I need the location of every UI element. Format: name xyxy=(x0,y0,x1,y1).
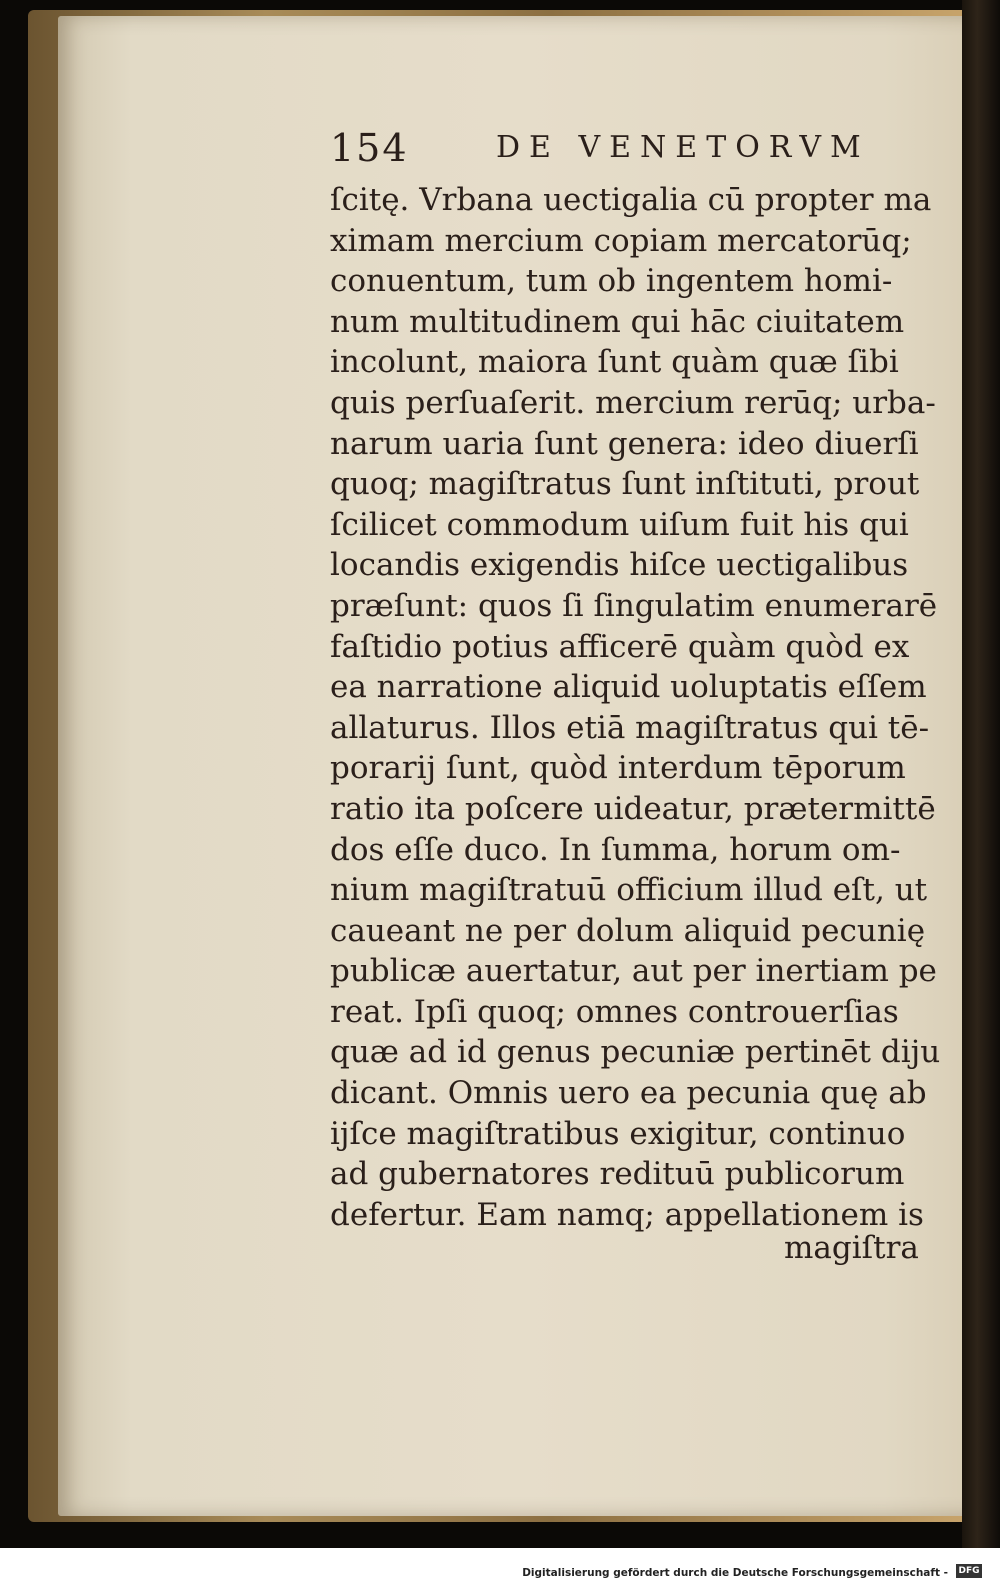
text-line: ijſce magiſtratibus exigitur, continuo xyxy=(330,1115,906,1152)
text-line: ximam mercium copiam mercatorūq; xyxy=(330,222,912,259)
text-line: reat. Ipſi quoq; omnes controuerſias xyxy=(330,993,899,1030)
text-line: porarij ſunt, quòd interdum tēporum xyxy=(330,750,906,787)
text-line: conuentum, tum ob ingentem homi- xyxy=(330,263,893,300)
text-line: allaturus. Illos etiā magiſtratus qui tē- xyxy=(330,709,930,746)
text-line: caueant ne per dolum aliquid pecunię xyxy=(330,912,926,949)
scan-right-border xyxy=(962,0,1000,1548)
text-line: nium magiſtratuū officium illud eſt, ut xyxy=(330,872,928,909)
page-number: 154 xyxy=(330,126,409,170)
text-line: ſcilicet commodum uiſum fuit his qui xyxy=(330,506,909,543)
text-line: narum uaria ſunt genera: ideo diuerſi xyxy=(330,425,919,462)
text-line: faſtidio potius afficerē quàm quòd ex xyxy=(330,628,910,665)
text-line: quoq; magiſtratus ſunt inſtituti, prout xyxy=(330,466,920,503)
text-line: num multitudinem qui hāc ciuitatem xyxy=(330,303,905,340)
text-line: defertur. Eam namq; appellationem is xyxy=(330,1196,924,1233)
text-line: præſunt: quos ſi ſingulatim enumerarē xyxy=(330,587,938,624)
text-line: ad gubernatores redituū publicorum xyxy=(330,1156,905,1193)
footer-credit: Digitalisierung gefördert durch die Deutsche Forschungsgemeinschaft - xyxy=(522,1567,948,1579)
text-line: ratio ita poſcere uideatur, prætermittē xyxy=(330,790,936,827)
running-title: DE VENETORVM xyxy=(496,130,870,165)
text-line: quis perſuaſerit. mercium rerūq; urba- xyxy=(330,384,936,421)
text-line: ea narratione aliquid uoluptatis eſſem xyxy=(330,669,927,706)
text-line: dicant. Omnis uero ea pecunia quę ab xyxy=(330,1075,927,1112)
text-line: ſcitę. Vrbana uectigalia cū propter ma xyxy=(330,182,932,218)
text-line: incolunt, maiora ſunt quàm quæ ſibi xyxy=(330,344,899,381)
text-line: publicæ auertatur, aut per inertiam pe xyxy=(330,953,937,990)
catchword: magiſtra xyxy=(784,1230,919,1266)
dfg-logo-icon: DFG xyxy=(956,1564,982,1578)
body-text xyxy=(330,180,941,1235)
page-header xyxy=(330,126,920,176)
text-line: dos eſſe duco. In ſumma, horum om- xyxy=(330,831,901,868)
text-line: locandis exigendis hiſce uectigalibus xyxy=(330,547,909,584)
text-line: quæ ad id genus pecuniæ pertinēt diju xyxy=(330,1034,941,1071)
